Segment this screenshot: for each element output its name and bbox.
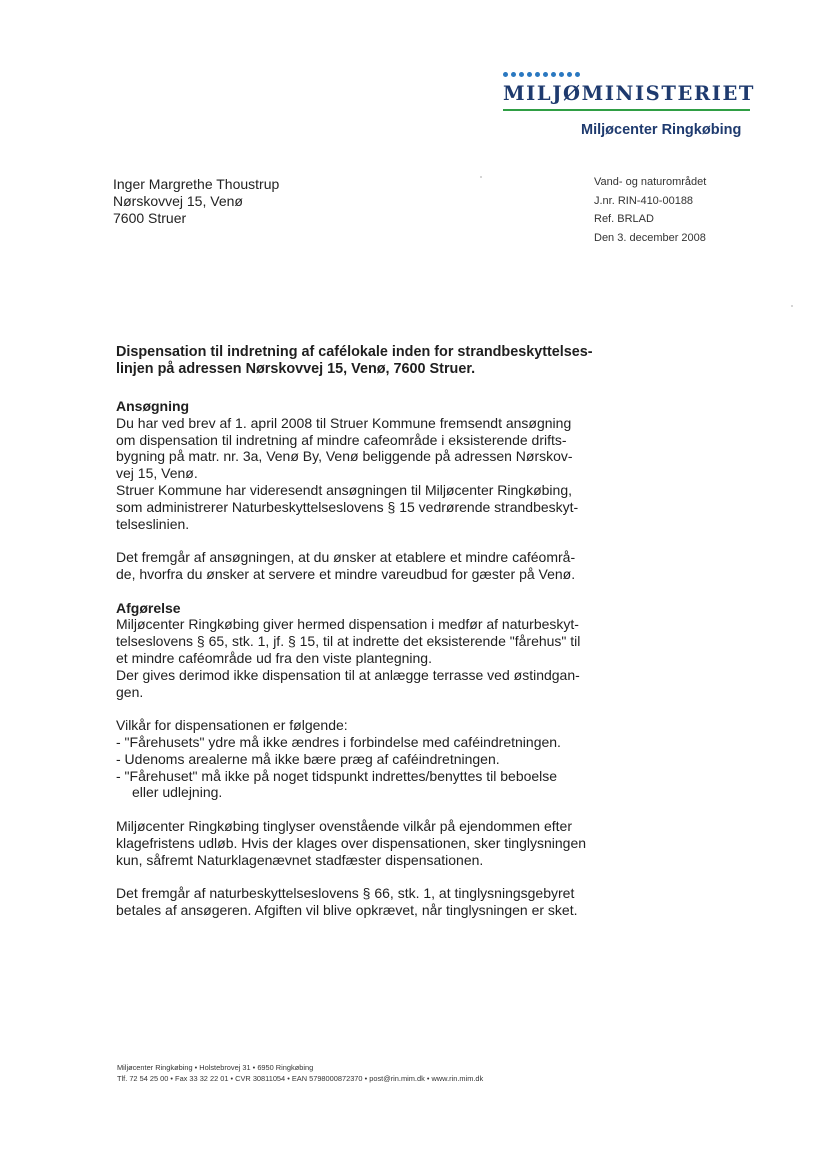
- logo-rule: [503, 109, 750, 111]
- footer-contact: Tlf. 72 54 25 00 • Fax 33 32 22 01 • CVR 30811054 • EAN 5798000872370 • post@rin.mim.dk • www.rin.mim.dk: [117, 1073, 484, 1083]
- reference-department: Vand- og naturområdet: [594, 176, 707, 188]
- logo-subtitle: Miljøcenter Ringkøbing: [581, 122, 742, 138]
- letter-title: Dispensation til indretning af cafélokale inden for strandbeskyttelses- linjen på adressen Nørskovvej 15, Venø, 7600 Struer.: [116, 344, 593, 377]
- recipient-city: 7600 Struer: [113, 210, 187, 226]
- ministry-logo: MILJØMINISTERIET: [503, 82, 756, 105]
- application-paragraph-2: Det fremgår af ansøgningen, at du ønsker at etablere et mindre caféområ- de, hvorfra du ønsker at servere et mindre vareudbud for gæster på Venø.: [116, 549, 576, 582]
- list-item: - "Fårehusets" ydre må ikke ændres i forbindelse med caféindretningen.: [116, 733, 561, 750]
- reference-block: [594, 173, 706, 247]
- decision-paragraph: Miljøcenter Ringkøbing giver hermed dispensation i medfør af naturbeskyt- telseslovens § 65, stk. 1, jf. § 15, til at indrette det eksisterende "fårehus" til et mindre caféområde ud fra den viste plantegning. Der gives derimod ikke dispensation til at anlægge terrasse ved østindgan- gen.: [116, 616, 581, 700]
- letter-footer: [117, 1063, 483, 1084]
- recipient-address: [113, 176, 279, 227]
- conditions-intro: Vilkår for dispensationen er følgende:: [116, 717, 348, 734]
- reference-code: Ref. BRLAD: [594, 213, 654, 225]
- scan-speck: [480, 176, 482, 178]
- list-item: - Udenoms arealerne må ikke bære præg af caféindretningen.: [116, 750, 500, 767]
- reference-journal-number: J.nr. RIN-410-00188: [594, 194, 694, 207]
- registration-paragraph: Miljøcenter Ringkøbing tinglyser ovenstående vilkår på ejendommen efter klagefristens udløb. Hvis der klages over dispensationen, sker tinglysningen kun, såfremt Naturklagenævnet stadfæster dispensationen.: [116, 817, 587, 868]
- scan-speck: [791, 305, 793, 307]
- list-item: - "Fårehuset" må ikke på noget tidspunkt indrettes/benyttes til beboelse eller udlejning.: [116, 767, 558, 801]
- letter-body: [116, 344, 606, 919]
- conditions-list: [116, 734, 606, 801]
- recipient-street: Nørskovvej 15, Venø: [113, 193, 243, 209]
- application-paragraph-1: Du har ved brev af 1. april 2008 til Struer Kommune fremsendt ansøgning om dispensation til indretning af mindre cafeområde i eksisterende drifts- bygning på matr. nr. 3a, Venø By, Venø beliggende på adressen Nørskov- vej 15, Venø. Struer Kommune har videresendt ansøgningen til Miljøcenter Ringkøbing, som administrerer Naturbeskyttelseslovens § 15 vedrørende strandbeskyt- telseslinien.: [116, 414, 579, 532]
- logo-dots-icon: [503, 72, 583, 78]
- footer-address: Miljøcenter Ringkøbing • Holstebrovej 31 • 6950 Ringkøbing: [117, 1063, 314, 1072]
- reference-date: Den 3. december 2008: [594, 231, 706, 244]
- application-heading: Ansøgning: [116, 398, 190, 414]
- recipient-name: Inger Margrethe Thoustrup: [113, 176, 280, 192]
- decision-heading: Afgørelse: [116, 599, 181, 616]
- fee-paragraph: Det fremgår af naturbeskyttelseslovens § 66, stk. 1, at tinglysningsgebyret betales af ansøgeren. Afgiften vil blive opkrævet, når tinglysningen er sket.: [116, 885, 578, 918]
